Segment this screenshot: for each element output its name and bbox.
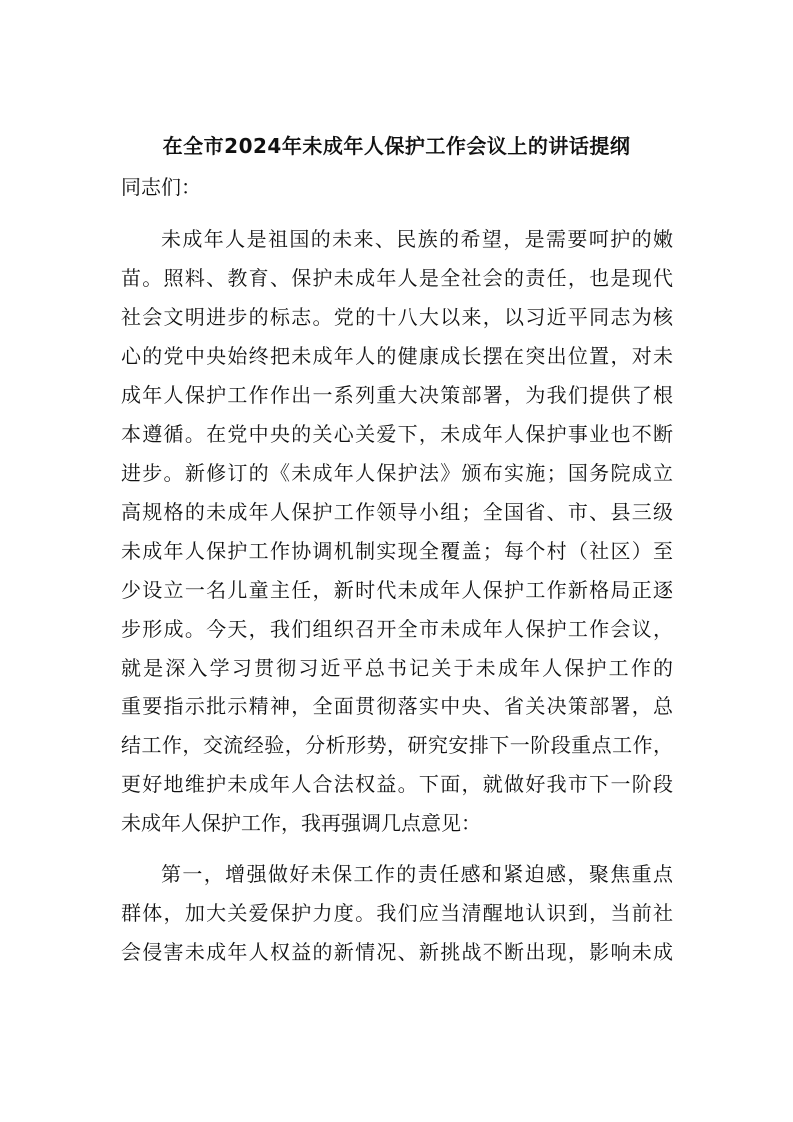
paragraph-line: 结工作，交流经验，分析形势，研究安排下一阶段重点工作， — [121, 733, 673, 757]
paragraph-line: 重要指示批示精神，全面贯彻落实中央、省关决策部署，总 — [121, 694, 673, 718]
paragraph-line: 高规格的未成年人保护工作领导小组；全国省、市、县三级 — [121, 500, 673, 524]
paragraph-line: 心的党中央始终把未成年人的健康成长摆在突出位置，对未 — [121, 344, 673, 368]
paragraph-line: 进步。新修订的《未成年人保护法》颁布实施；国务院成立 — [121, 461, 673, 485]
paragraph-line: 苗。照料、教育、保护未成年人是全社会的责任，也是现代 — [121, 266, 673, 290]
paragraph-line: 未成年人保护工作，我再强调几点意见： — [121, 811, 481, 835]
paragraph-line: 第一，增强做好未保工作的责任感和紧迫感，聚焦重点 — [161, 862, 673, 886]
paragraph-line: 社会文明进步的标志。党的十八大以来，以习近平同志为核 — [121, 305, 673, 329]
document-title: 在全市2024年未成年人保护工作会议上的讲话提纲 — [162, 134, 631, 158]
paragraph-line: 更好地维护未成年人合法权益。下面，就做好我市下一阶段 — [121, 772, 673, 796]
paragraph-line: 群体，加大关爱保护力度。我们应当清醒地认识到，当前社 — [121, 901, 673, 925]
paragraph-line: 本遵循。在党中央的关心关爱下，未成年人保护事业也不断 — [121, 422, 673, 446]
paragraph-line: 步形成。今天，我们组织召开全市未成年人保护工作会议， — [121, 617, 673, 641]
paragraph-line: 未成年人是祖国的未来、民族的希望，是需要呵护的嫩 — [161, 227, 673, 251]
paragraph-line: 会侵害未成年人权益的新情况、新挑战不断出现，影响未成 — [121, 940, 673, 964]
paragraph-line: 未成年人保护工作协调机制实现全覆盖；每个村（社区）至 — [121, 539, 673, 563]
paragraph-line: 就是深入学习贯彻习近平总书记关于未成年人保护工作的 — [121, 656, 673, 680]
paragraph-line: 成年人保护工作作出一系列重大决策部署，为我们提供了根 — [121, 383, 673, 407]
salutation: 同志们： — [121, 175, 201, 199]
paragraph-line: 少设立一名儿童主任，新时代未成年人保护工作新格局正逐 — [121, 578, 673, 602]
